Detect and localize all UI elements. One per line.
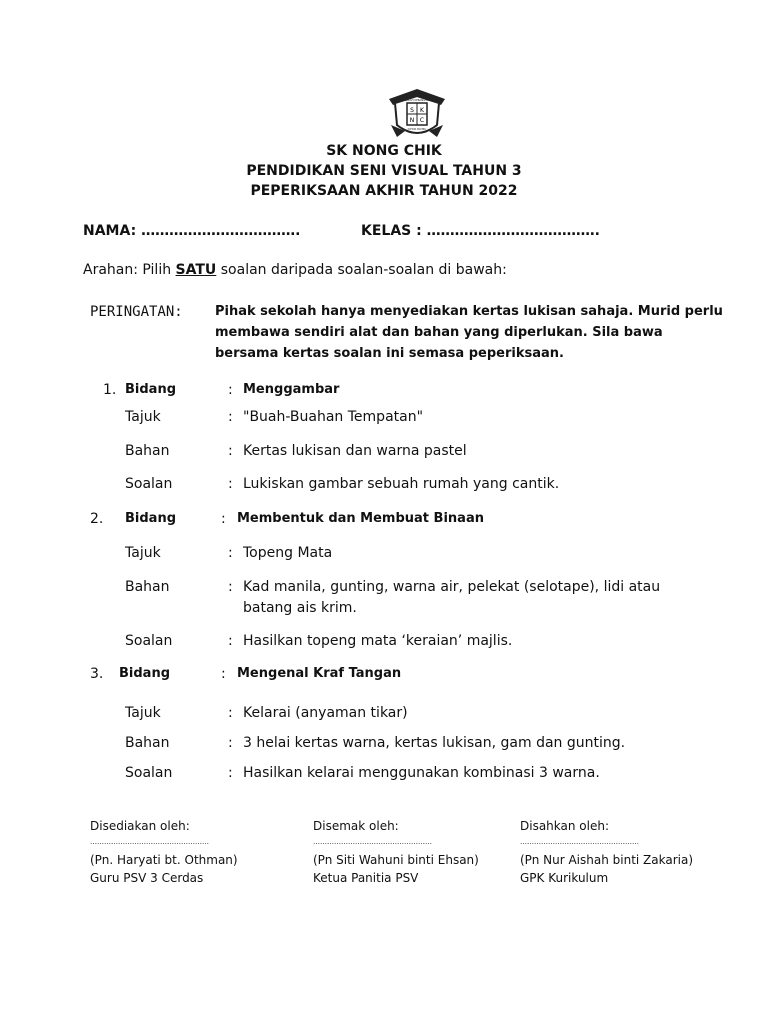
kelas-dots: ………………………………. [426,223,600,239]
q1-bahan-label: Bahan [125,443,170,459]
logo-letter-c: C [419,117,425,124]
sig1-name: (Pn. Haryati bt. Othman) [90,853,238,867]
logo-letter-s: S [410,107,414,114]
q3-bahan-label: Bahan [125,735,170,751]
sig2-title: Ketua Panitia PSV [313,871,419,885]
q2-soalan: Hasilkan topeng mata ‘keraian’ majlis. [243,633,513,649]
q3-colon-bahan: : [228,735,233,751]
warning-label: PERINGATAN: [90,304,183,320]
instruction-pre: Arahan: Pilih [83,262,172,278]
sig2-dots: …………………………………………… [313,838,432,846]
q2-tajuk-label: Tajuk [125,545,161,561]
q2-bahan-label: Bahan [125,579,170,595]
q2-colon-bidang: : [221,511,226,527]
sig3-dots: …………………………………………… [520,838,639,846]
logo-letter-k: K [420,107,424,114]
q1-bahan: Kertas lukisan dan warna pastel [243,443,467,459]
q3-colon-tajuk: : [228,705,233,721]
q1-bidang: Menggambar [243,382,340,397]
q1-soalan-label: Soalan [125,476,173,492]
q2-colon-tajuk: : [228,545,233,561]
warning-line-2: membawa sendiri alat dan bahan yang diperlukan. Sila bawa [215,325,663,340]
logo-letter-n: N [409,117,415,124]
sig3-name: (Pn Nur Aishah binti Zakaria) [520,853,694,867]
subject-title: PENDIDIKAN SENI VISUAL TAHUN 3 [246,163,522,179]
q1-colon-tajuk: : [228,409,233,425]
instruction-post: soalan daripada soalan-soalan di bawah: [220,262,507,278]
sig1-title: Guru PSV 3 Cerdas [90,871,204,885]
q3-colon-soalan: : [228,765,233,781]
logo-bottom-text: JOHOR BAHRU [407,128,427,131]
warning-line-1: Pihak sekolah hanya menyediakan kertas lukisan sahaja. Murid perlu [215,304,723,319]
q1-colon-bahan: : [228,443,233,459]
q2-bidang: Membentuk dan Membuat Binaan [237,511,484,526]
instruction [83,262,507,278]
q3-soalan: Hasilkan kelarai menggunakan kombinasi 3 warna. [243,765,600,781]
q3-bahan: 3 helai kertas warna, kertas lukisan, gam dan gunting. [243,735,626,751]
q2-bidang-label: Bidang [125,511,177,526]
nama-dots: ……………………………. [141,223,301,239]
q1-bidang-label: Bidang [125,382,177,397]
sig2-role: Disemak oleh: [313,819,399,833]
q1-colon-bidang: : [228,382,233,398]
school-name: SK NONG CHIK [326,143,442,159]
q2-number: 2. [90,511,104,527]
sig2-name: (Pn Siti Wahuni binti Ehsan) [313,853,479,867]
exam-title: PEPERIKSAAN AKHIR TAHUN 2022 [250,183,518,199]
kelas-label: KELAS : [361,223,422,239]
q3-tajuk: Kelarai (anyaman tikar) [243,705,408,721]
q3-soalan-label: Soalan [125,765,173,781]
q1-number: 1. [103,382,117,398]
nama-label: NAMA: [83,223,137,239]
q1-colon-soalan: : [228,476,233,492]
sig3-role: Disahkan oleh: [520,819,610,833]
kelas-field [361,223,600,239]
sig3-title: GPK Kurikulum [520,871,609,885]
q3-tajuk-label: Tajuk [125,705,161,721]
q2-bahan-continued: batang ais krim. [243,600,357,616]
sig1-role: Disediakan oleh: [90,819,190,833]
q1-soalan: Lukiskan gambar sebuah rumah yang cantik. [243,476,560,492]
q3-colon-bidang: : [221,666,226,682]
sig1-dots: …………………………………………… [90,838,209,846]
q3-number: 3. [90,666,104,682]
q3-bidang-label: Bidang [119,666,171,681]
school-crest-icon [387,85,447,143]
instruction-satu: SATU [175,262,217,278]
q3-bidang: Mengenal Kraf Tangan [237,666,402,681]
q2-colon-soalan: : [228,633,233,649]
q2-colon-bahan: : [228,579,233,595]
q1-tajuk-label: Tajuk [125,409,161,425]
logo-top-text: SEKOLAH KEBANGSAAN [401,99,433,102]
q2-soalan-label: Soalan [125,633,173,649]
q1-tajuk: "Buah-Buahan Tempatan" [243,409,424,425]
nama-field [83,223,300,239]
q2-tajuk: Topeng Mata [243,545,333,561]
warning-line-3: bersama kertas soalan ini semasa peperiksaan. [215,346,564,361]
q2-bahan: Kad manila, gunting, warna air, pelekat (selotape), lidi atau [243,579,661,595]
